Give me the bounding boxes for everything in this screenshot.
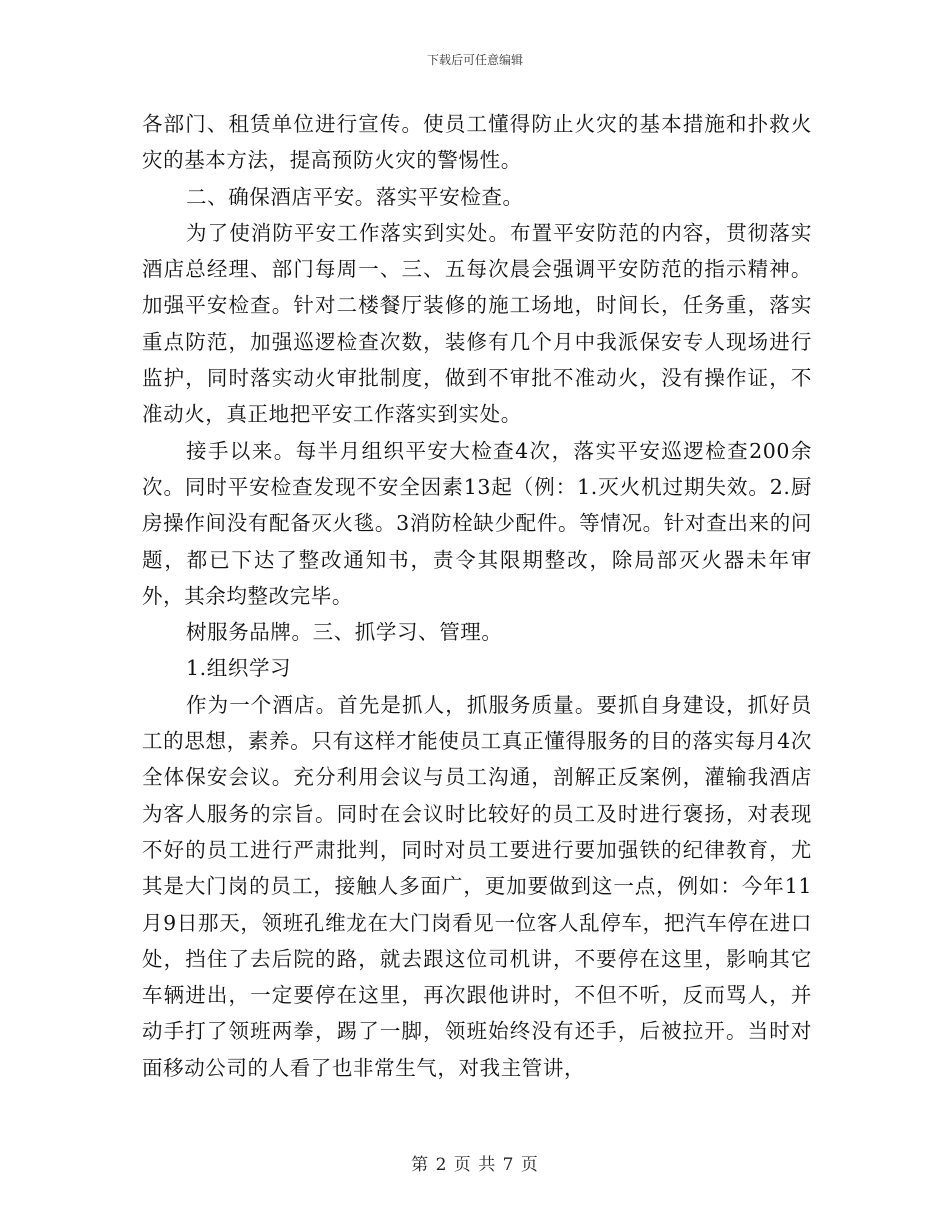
subsection-heading: 1.组织学习 — [186, 656, 292, 681]
section-heading: 树服务品牌。三、抓学习、管理。 — [186, 620, 503, 645]
paragraph: 作为一个酒店。首先是抓人，抓服务质量。要抓自身建设，抓好员工的思想，素养。只有这样才能使员工真正懂得服务的目的落实每月4次全体保安会议。充分利用会议与员工沟通，剖解正反案例，灌输我酒店为客人服务的宗旨。同时在会议时比较好的员工及时进行褒扬，对表现不好的员工进行严肃批判，同时对员工要进行要加强铁的纪律教育，尤其是大门岗的员工，接触人多面广，更加要做到这一点，例如：今年11月9日那天，领班孔维龙在大门岗看见一位客人乱停车，把汽车停在进口处，挡住了去后院的路，就去跟这位司机讲，不要停在这里，影响其它车辆进出，一定要停在这里，再次跟他讲时，不但不听，反而骂人，并动手打了领班两拳，踢了一脚，领班始终没有还手，后被拉开。当时对面移动公司的人看了也非常生气，对我主管讲， — [142, 692, 812, 1080]
section-heading: 二、确保酒店平安。落实平安检查。 — [186, 184, 524, 209]
document-body — [142, 106, 812, 1086]
paragraph: 各部门、租赁单位进行宣传。使员工懂得防止火灾的基本措施和扑救火灾的基本方法，提高预防火灾的警惕性。 — [142, 112, 812, 173]
page-header: 下载后可任意编辑 — [426, 53, 523, 67]
page-number: 第 2 页 共 7 页 — [411, 1155, 539, 1175]
paragraph: 接手以来。每半月组织平安大检查4次，落实平安巡逻检查200余次。同时平安检查发现不安全因素13起（例：1.灭火机过期失效。2.厨房操作间没有配备灭火毯。3消防栓缺少配件。等情况。针对查出来的问题，都已下达了整改通知书，责令其限期整改，除局部灭火器未年审外，其余均整改完毕。 — [142, 438, 812, 608]
paragraph: 为了使消防平安工作落实到实处。布置平安防范的内容，贯彻落实酒店总经理、部门每周一、三、五每次晨会强调平安防范的指示精神。加强平安检查。针对二楼餐厅装修的施工场地，时间长，任务重，落实重点防范，加强巡逻检查次数，装修有几个月中我派保安专人现场进行监护，同时落实动火审批制度，做到不审批不准动火，没有操作证，不准动火，真正地把平安工作落实到实处。 — [142, 220, 812, 427]
